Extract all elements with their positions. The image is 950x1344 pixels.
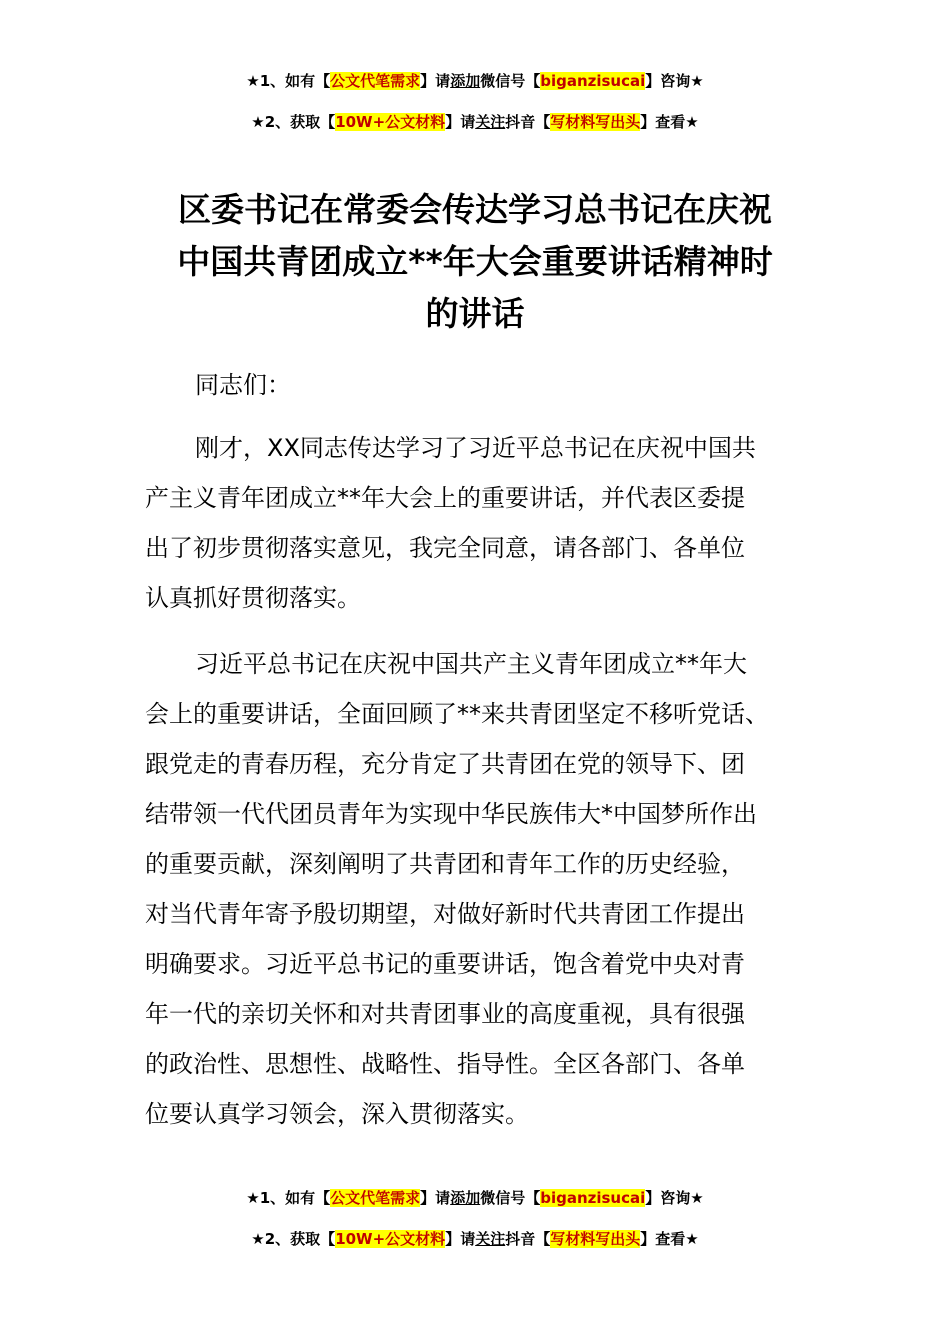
- ad-text: 】查看★: [640, 1230, 699, 1248]
- paragraph-line: 对当代青年寄予殷切期望，对做好新时代共青团工作提出: [145, 900, 745, 928]
- ad-text: 微信号【: [480, 1189, 541, 1207]
- paragraph-line: 出了初步贯彻落实意见，我完全同意，请各部门、各单位: [145, 534, 745, 562]
- document-title: [130, 184, 820, 340]
- header-ad-line-2: [0, 111, 950, 133]
- footer-ad-line-2: [0, 1228, 950, 1250]
- ad-text: 】咨询★: [645, 1189, 704, 1207]
- paragraph-line: 刚才，XX同志传达学习了习近平总书记在庆祝中国共: [195, 434, 756, 462]
- paragraph-2: [145, 639, 825, 1139]
- ad-text: ★2、获取【: [251, 1230, 336, 1248]
- paragraph-line: 的政治性、思想性、战略性、指导性。全区各部门、各单: [145, 1050, 745, 1078]
- highlight-text: 10W+公文材料: [335, 113, 446, 131]
- ad-text: 】请: [445, 1230, 476, 1248]
- paragraph-line: 结带领一代代团员青年为实现中华民族伟大*中国梦所作出: [145, 800, 757, 828]
- highlight-text: 公文代笔需求: [330, 72, 421, 90]
- highlight-text: biganzisucai: [540, 1189, 646, 1207]
- title-line: 区委书记在常委会传达学习总书记在庆祝: [178, 190, 772, 229]
- footer-ad-line-1: [0, 1187, 950, 1209]
- ad-text: 】请: [445, 113, 476, 131]
- ad-text: 】查看★: [640, 113, 699, 131]
- ad-text: 】请: [420, 1189, 451, 1207]
- highlight-text: 公文代笔需求: [330, 1189, 421, 1207]
- underlined-text: 添加: [450, 1189, 481, 1207]
- highlight-text: 10W+公文材料: [335, 1230, 446, 1248]
- ad-text: 】请: [420, 72, 451, 90]
- highlight-text: 写材料写出头: [550, 1230, 641, 1248]
- highlight-text: 写材料写出头: [550, 113, 641, 131]
- paragraph-line: 位要认真学习领会，深入贯彻落实。: [145, 1100, 529, 1128]
- ad-text: 微信号【: [480, 72, 541, 90]
- ad-text: 】咨询★: [645, 72, 704, 90]
- paragraph-line: 习近平总书记在庆祝中国共产主义青年团成立**年大: [195, 650, 747, 678]
- greeting: 同志们：: [195, 371, 291, 399]
- ad-text: ★1、如有【: [246, 72, 331, 90]
- ad-text: 抖音【: [505, 1230, 551, 1248]
- underlined-text: 添加: [450, 72, 481, 90]
- title-line: 中国共青团成立**年大会重要讲话精神时: [177, 242, 773, 281]
- underlined-text: 关注: [475, 113, 506, 131]
- paragraph-1: [145, 423, 825, 623]
- paragraph-line: 认真抓好贯彻落实。: [145, 584, 361, 612]
- header-ad-line-1: [0, 70, 950, 92]
- paragraph-line: 明确要求。习近平总书记的重要讲话，饱含着党中央对青: [145, 950, 745, 978]
- paragraph-line: 产主义青年团成立**年大会上的重要讲话，并代表区委提: [145, 484, 745, 512]
- ad-text: 抖音【: [505, 113, 551, 131]
- paragraph-line: 会上的重要讲话，全面回顾了**来共青团坚定不移听党话、: [145, 700, 769, 728]
- ad-text: ★2、获取【: [251, 113, 336, 131]
- title-line: 的讲话: [425, 294, 525, 333]
- ad-text: ★1、如有【: [246, 1189, 331, 1207]
- paragraph-line: 的重要贡献，深刻阐明了共青团和青年工作的历史经验，: [145, 850, 745, 878]
- paragraph-line: 年一代的亲切关怀和对共青团事业的高度重视，具有很强: [145, 1000, 745, 1028]
- paragraph-line: 跟党走的青春历程，充分肯定了共青团在党的领导下、团: [145, 750, 745, 778]
- highlight-text: biganzisucai: [540, 72, 646, 90]
- underlined-text: 关注: [475, 1230, 506, 1248]
